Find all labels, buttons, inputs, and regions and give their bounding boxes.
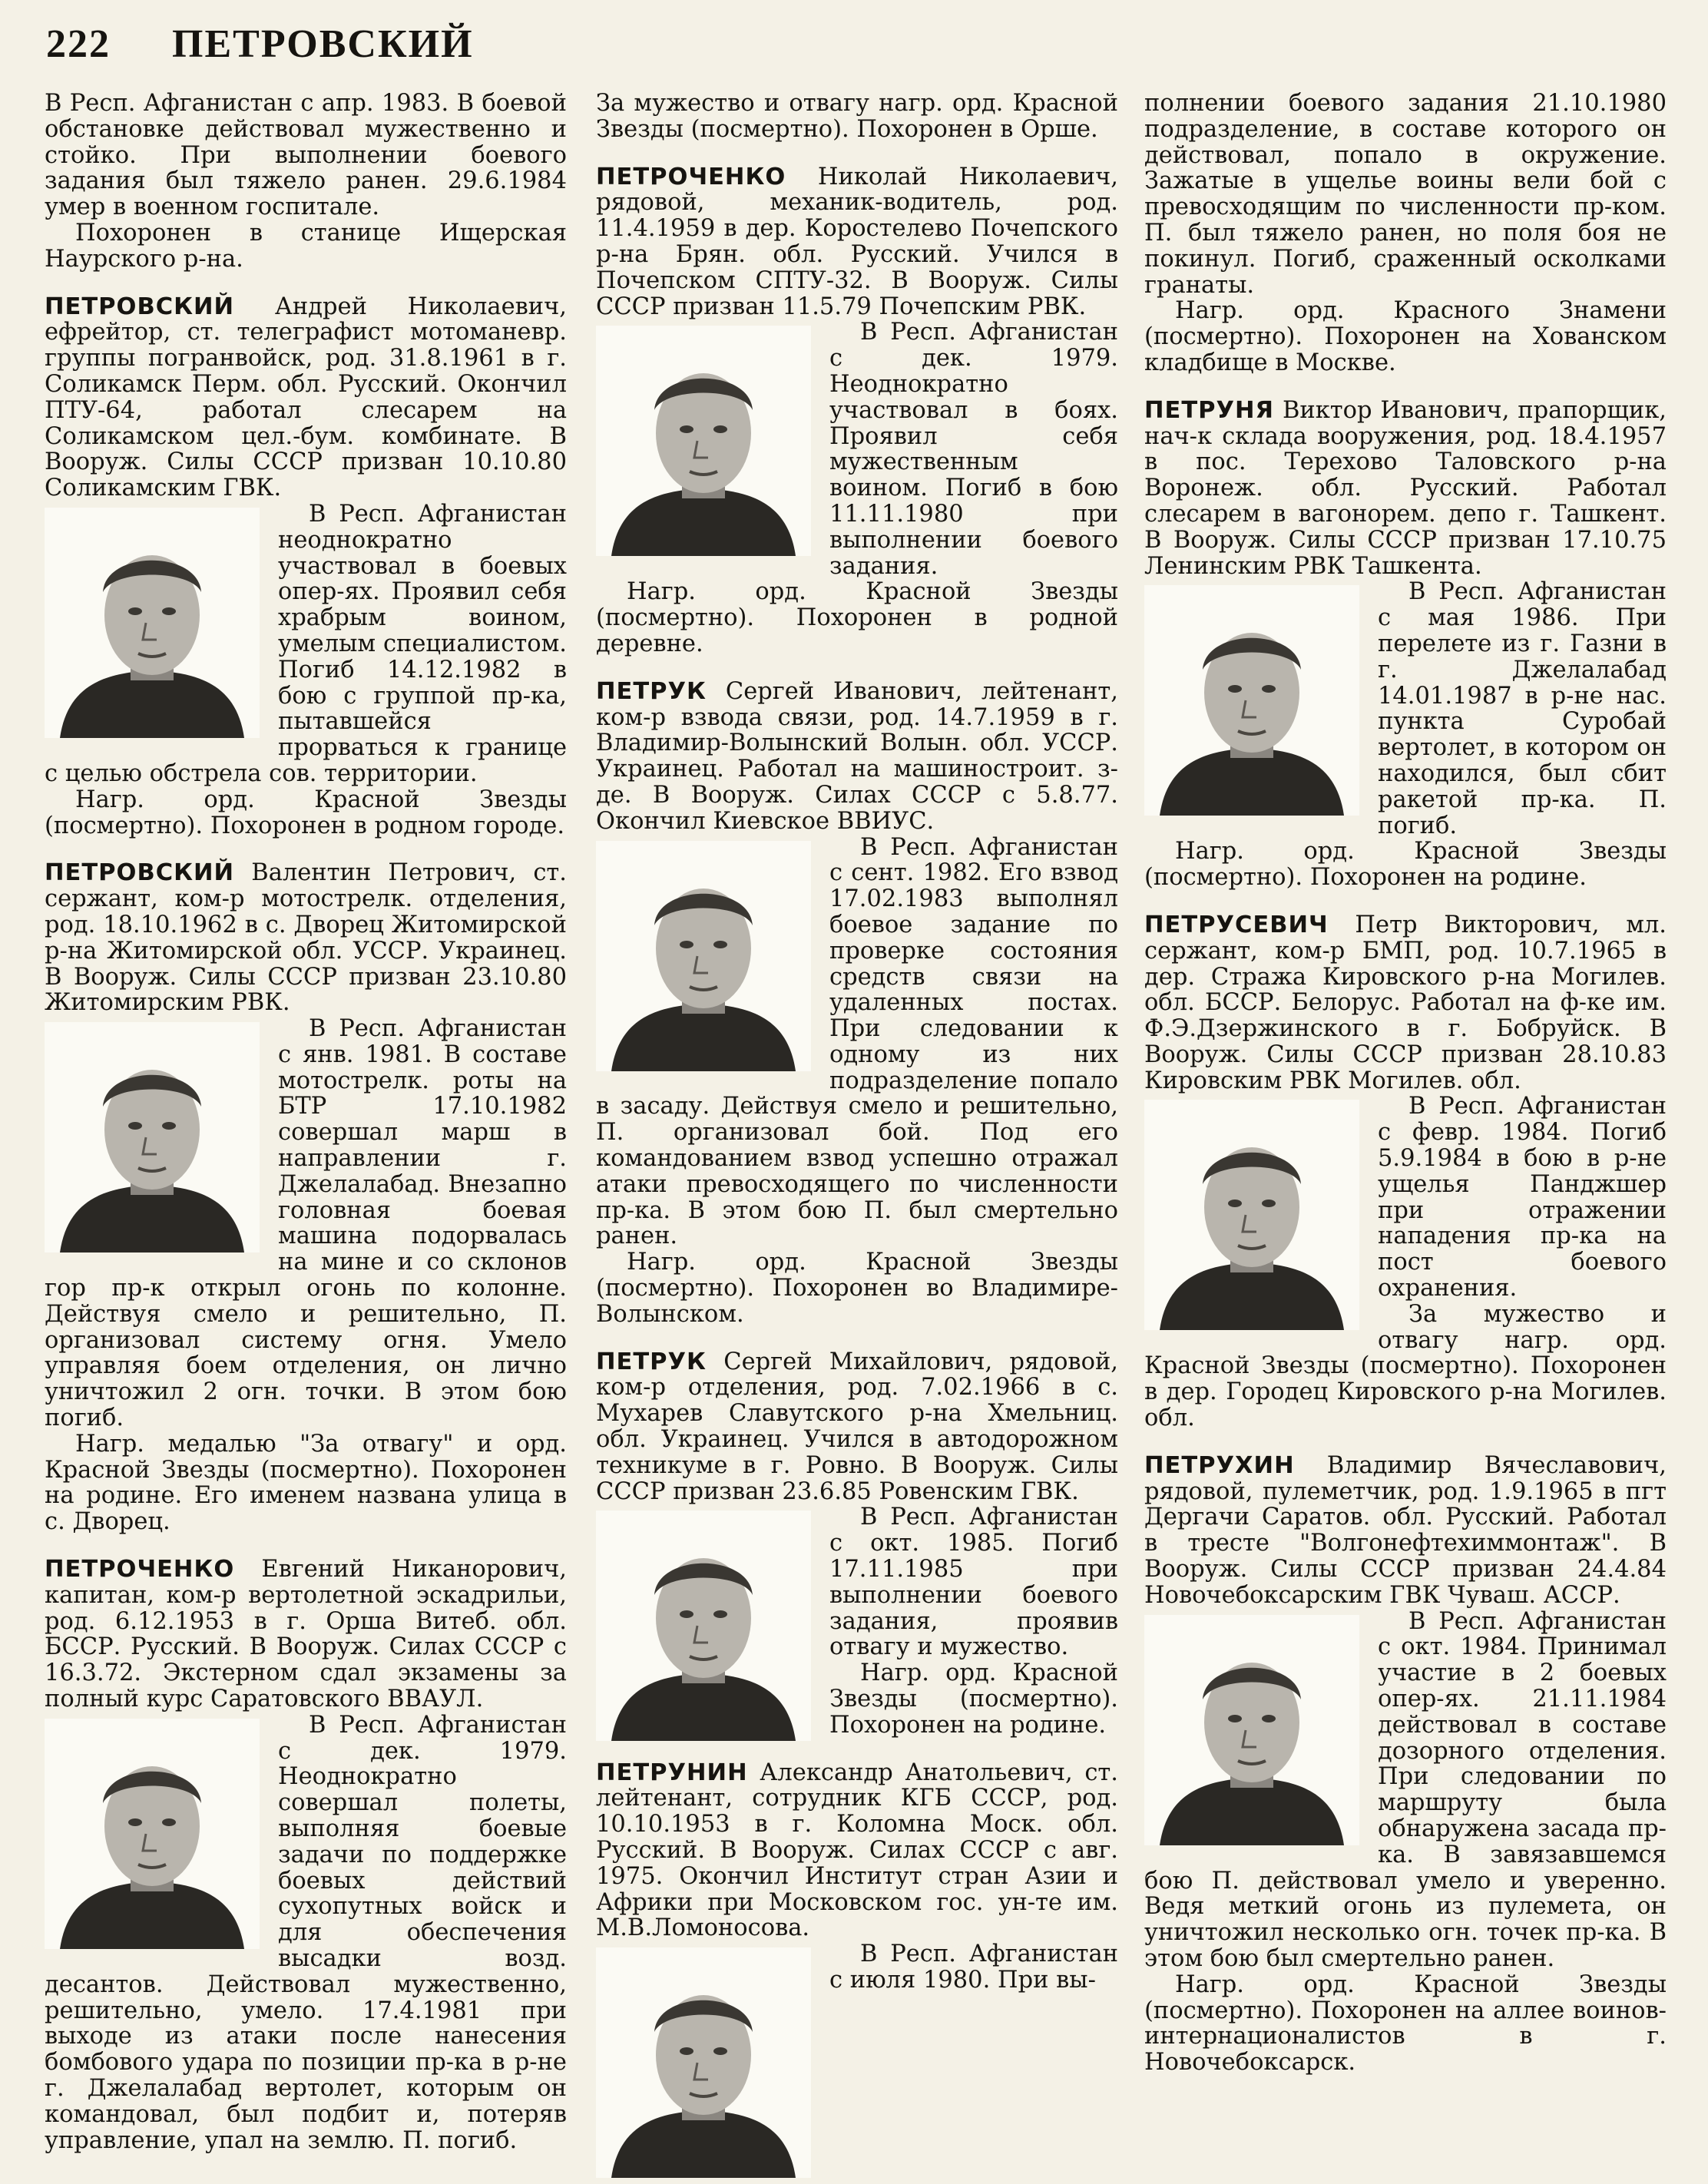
entry-text: В Респ. Афганистан с мая 1986. При перелете из г. Газни в г. Джелалабад 14.01.1987 в р-не нас. пункта Суробай вертолет, в котором он находился, был сбит ракетой пр-ка. П. погиб. [1378,578,1667,839]
paragraph: Похоронен в станице Ищерская Наурского р-на. [45,219,567,273]
entry-text: Нагр. орд. Красной Звезды (посмертно). Похоронен на родине. [1144,838,1667,892]
portrait-photo [596,1511,811,1741]
entry-surname: ПЕТРОЧЕНКО [45,1556,235,1583]
entry-petrochenko-nikolay [596,164,1118,657]
entry-petrovsky-andrey [45,294,567,839]
running-head: ПЕТРОВСКИЙ [172,22,474,66]
entry-text: В Респ. Афганистан с сент. 1982. Его взвод 17.02.1983 выполнял боевое задание по проверке состояния средств связи на удаленных постах. При следовании к одному из них подразделение попало в засаду. Действуя смело и решительно, П. организовал бой. Под его командованием взвод успешно отражал атаки превосходящего по численности пр-ка. В этом бою П. был смертельно ранен. [596,833,1118,1250]
portrait-photo [596,1947,811,2178]
continued-text [45,91,567,273]
entry-text: В Респ. Афганистан с февр. 1984. Погиб 5.9.1984 в бою в р-не ущелья Панджшер при отражении нападения пр-ка на пост боевого охранения. [1378,1093,1667,1302]
entry-surname: ПЕТРОЧЕНКО [596,163,786,190]
portrait-photo [1144,1100,1359,1330]
entry-petrovsky-valentin [45,860,567,1535]
entry-surname: ПЕТРУК [596,1348,707,1375]
entry-text: Николай Николаевич, рядовой, механик-водитель, род. 11.4.1959 в дер. Коростелево Почепского р-на Брян. обл. Русский. Учился в Почепском СПТУ-32. В Вооруж. Силы СССР призван 11.5.79 Почепским РВК. [596,163,1118,320]
entry-petrukhin [1144,1453,1667,2076]
entry-text: В Респ. Афганистан с окт. 1984. Принимал участие в 2 боевых опер-ях. 21.11.1984 действовал в составе дозорного отделения. При следовании по маршруту была обнаружена засада пр-ка. В завязавшемся бою П. действовал умело и уверенно. Ведя меткий огонь из пулемета, он уничтожил несколько огн. точек пр-ка. В этом бою был смертельно ранен. [1144,1607,1667,1972]
entry-text: Петр Викторович, мл. сержант, ком-р БМП, род. 10.7.1965 в дер. Стража Кировского р-на Могилев. обл. БССР. Белорус. Работал на ф-ке им. Ф.Э.Дзержинского в г. Бобруйск. В Вооруж. Силы СССР призван 28.10.83 Кировским РВК Могилев. обл. [1144,911,1667,1094]
paragraph: В Респ. Афганистан с апр. 1983. В боевой обстановке действовал мужественно и стойко. При выполнении боевого задания был тяжело ранен. 29.6.1984 умер в военном госпитале. [45,90,567,221]
entry-text: Нагр. орд. Красной Звезды (посмертно). Похоронен в родной деревне. [596,578,1118,657]
entry-text: Владимир Вячеславович, рядовой, пулеметчик, род. 1.9.1965 в пгт Дергачи Саратов. обл. Русский. Работал в тресте "Волгонефтехиммонтаж". В Вооруж. Силы СССР призван 24.4.84 Новочебоксарским ГВК Чуваш. АССР. [1144,1451,1667,1609]
entry-petruk-sergey-mikhaylovich [596,1349,1118,1739]
entry-text: Александр Анатольевич, ст. лейтенант, сотрудник КГБ СССР, род. 10.10.1953 в г. Коломна Моск. обл. Русский. В Вооруж. Силах СССР с авг. 1975. Окончил Институт стран Азии и Африки при Московском гос. ун-те им. М.В.Ломоносова. [596,1759,1118,1942]
column-1 [45,91,567,2175]
paragraph: Нагр. орд. Красного Знамени (посмертно). Похоронен на Хованском кладбище в Москве. [1144,297,1667,376]
portrait-photo [45,508,260,738]
entry-text: За мужество и отвагу нагр. орд. Красной Звезды (посмертно). Похоронен в дер. Городец Кировского р-на Могилев. обл. [1144,1300,1667,1432]
entry-text: Нагр. орд. Красной Звезды (посмертно). Похоронен в родном городе. [45,786,567,839]
entry-text: Нагр. орд. Красной Звезды (посмертно). Похоронен на аллее воинов-интернационалистов в г. Новочебоксарск. [1144,1971,1667,2076]
portrait-photo [1144,585,1359,816]
entry-petrunin [596,1760,1118,1994]
column-3 [1144,91,1667,2097]
continued-text [596,91,1118,143]
portrait-photo [596,326,811,556]
portrait-photo [45,1719,260,1949]
entry-text: Андрей Николаевич, ефрейтор, ст. телеграфист мотоманевр. группы погранвойск, род. 31.8.1961 в г. Соликамск Перм. обл. Русский. Окончил ПТУ-64, работал слесарем на Соликамском цел.-бум. комбинате. В Вооруж. Силы СССР призван 10.10.80 Соликамским ГВК. [45,293,567,502]
entry-surname: ПЕТРОВСКИЙ [45,293,235,320]
page-number: 222 [46,22,111,66]
entry-text: Нагр. медалью "За отвагу" и орд. Красной Звезды (посмертно). Похоронен на родине. Его именем названа улица в с. Дворец. [45,1430,567,1536]
entry-petrusevich [1144,912,1667,1431]
entry-text: Нагр. орд. Красной Звезды (посмертно). Похоронен на родине. [829,1660,1118,1739]
continued-text [1144,91,1667,376]
entry-text: Нагр. орд. Красной Звезды (посмертно). Похоронен во Владимире-Волынском. [596,1249,1118,1328]
entry-text: В Респ. Афганистан с янв. 1981. В составе мотострелк. роты на БТР 17.10.1982 совершал марш в направлении г. Джелалабад. Внезапно головная боевая машина подорвалась на мине и со склонов гор пр-к открыл огонь по колонне. Действуя смело и решительно, П. организовал систему огня. Умело управляя боем отделения, он лично уничтожил 2 огн. точки. В этом бою погиб. [45,1015,567,1432]
entry-petrunya [1144,398,1667,891]
portrait-photo [596,841,811,1071]
entry-text: В Респ. Афганистан с дек. 1979. Неоднократно совершал полеты, выполняя боевые задачи по поддержке боевых действий сухопутных войск и для обеспечения высадки возд. десантов. Действовал мужественно, решительно, умело. 17.4.1981 при выходе из атаки после нанесения бомбового удара по позиции пр-ка в р-не г. Джелалабад вертолет, которым он командовал, был подбит и, потеряв управление, упал на землю. П. погиб. [45,1711,567,2154]
entry-surname: ПЕТРУНЯ [1144,396,1275,424]
entry-surname: ПЕТРУСЕВИЧ [1144,911,1329,938]
entry-text: В Респ. Афганистан с дек. 1979. Неоднократно участвовал в боях. Проявил себя мужественным воином. Погиб в бою 11.11.1980 при выполнении боевого задания. [829,319,1118,580]
entry-text: В Респ. Афганистан неоднократно участвовал в боевых опер-ях. Проявил себя храбрым воином, умелым специалистом. Погиб 14.12.1982 в бою с группой пр-ка, пытавшейся прорваться к границе с целью обстрела сов. территории. [45,500,567,787]
entry-surname: ПЕТРОВСКИЙ [45,859,235,887]
portrait-photo [45,1022,260,1252]
entry-text: Виктор Иванович, прапорщик, нач-к склада вооружения, род. 18.4.1957 в пос. Терехово Таловского р-на Воронеж. обл. Русский. Работал слесарем в вагонорем. депо г. Ташкент. В Вооруж. Силы СССР призван 17.10.75 Ленинским РВК Ташкента. [1144,396,1667,580]
entry-surname: ПЕТРУК [596,677,707,705]
page-header [46,22,474,75]
column-2 [596,91,1118,2184]
entry-text: Евгений Никанорович, капитан, ком-р вертолетной эскадрильи, род. 6.12.1953 в г. Орша Витеб. обл. БССР. Русский. В Вооруж. Силах СССР с 16.3.72. Экстерном сдал экзамены за полный курс Саратовского ВВАУЛ. [45,1556,567,1713]
entry-surname: ПЕТРУХИН [1144,1451,1295,1479]
entry-text: В Респ. Афганистан с окт. 1985. Погиб 17.11.1985 при выполнении боевого задания, проявив отвагу и мужество. [829,1504,1118,1661]
entry-text: Сергей Михайлович, рядовой, ком-р отделения, род. 7.02.1966 в с. Мухарев Славутского р-на Хмельниц. обл. Украинец. Учился в автодорожном техникуме в г. Ровно. В Вооруж. Силы СССР призван 23.6.85 Ровенским ГВК. [596,1348,1118,1505]
paragraph: За мужество и отвагу нагр. орд. Красной Звезды (посмертно). Похоронен в Орше. [596,90,1118,143]
entry-surname: ПЕТРУНИН [596,1759,748,1786]
entry-petrochenko-evgeny [45,1557,567,2153]
portrait-photo [1144,1615,1359,1845]
paragraph: полнении боевого задания 21.10.1980 подразделение, в составе которого он действовал, попало в окружение. Зажатые в ущелье воины вели бой с превосходящим по численности пр-ком. П. был тяжело ранен, но поля боя не покинул. Погиб, сраженный осколками гранаты. [1144,90,1667,299]
entry-text: Сергей Иванович, лейтенант, ком-р взвода связи, род. 14.7.1959 в г. Владимир-Волынский Волын. обл. УССР. Украинец. Работал на машиностроит. з-де. В Вооруж. Силах СССР с 5.8.77. Окончил Киевское ВВИУС. [596,677,1118,835]
entry-text: Валентин Петрович, ст. сержант, ком-р мотострелк. отделения, род. 18.10.1962 в с. Дворец Житомирской р-на Житомирской обл. УССР. Украинец. В Вооруж. Силы СССР призван 23.10.80 Житомирским РВК. [45,859,567,1017]
entry-text: В Респ. Афганистан с июля 1980. При вы- [829,1941,1118,1994]
entry-petruk-sergey-ivanovich [596,679,1118,1328]
